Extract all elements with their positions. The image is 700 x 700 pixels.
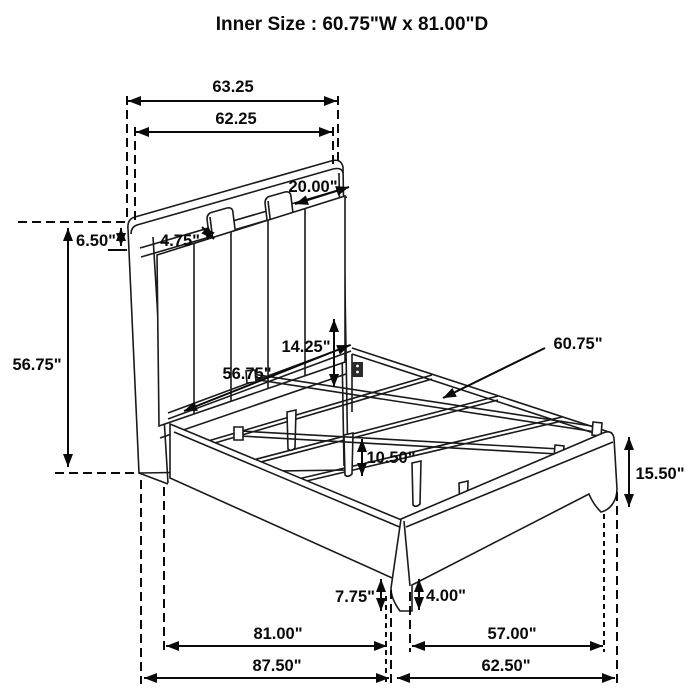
- dim-label-7-75: 7.75": [335, 588, 375, 606]
- dim-label-14-25: 14.25": [281, 338, 331, 356]
- center-leg-1: [287, 410, 296, 450]
- dim-label-62-50: 62.50": [481, 657, 531, 675]
- dim-label-20-00: 20.00": [288, 178, 338, 196]
- dim-label-4-75: 4.75": [160, 232, 200, 250]
- dim-label-56-75-height: 56.75": [12, 356, 62, 374]
- dim-label-10-50: 10.50": [366, 449, 416, 467]
- bed-drawing: [128, 160, 617, 611]
- dim-label-56-75-inner: 56.75": [222, 365, 272, 383]
- rail-bracket-hole-2: [356, 371, 359, 374]
- dim-label-15-50: 15.50": [635, 465, 685, 483]
- diagram-title: Inner Size : 60.75"W x 81.00"D: [215, 14, 489, 35]
- dim-label-87-50: 87.50": [252, 657, 302, 675]
- rail-bracket: [352, 362, 363, 377]
- dim-label-4-00: 4.00": [426, 587, 466, 605]
- leader-60-75: [443, 348, 545, 398]
- dim-label-57-00: 57.00": [487, 625, 537, 643]
- dim-label-63-25: 63.25: [212, 78, 254, 96]
- dim-label-6-50: 6.50": [76, 232, 116, 250]
- dim-label-60-75: 60.75": [553, 335, 603, 353]
- dim-label-81-00: 81.00": [253, 625, 303, 643]
- footboard: [391, 432, 617, 611]
- dim-label-62-25: 62.25: [215, 110, 257, 128]
- rail-bracket-hole-1: [356, 365, 359, 368]
- center-leg-3: [412, 461, 421, 506]
- center-leg-2: [344, 433, 353, 476]
